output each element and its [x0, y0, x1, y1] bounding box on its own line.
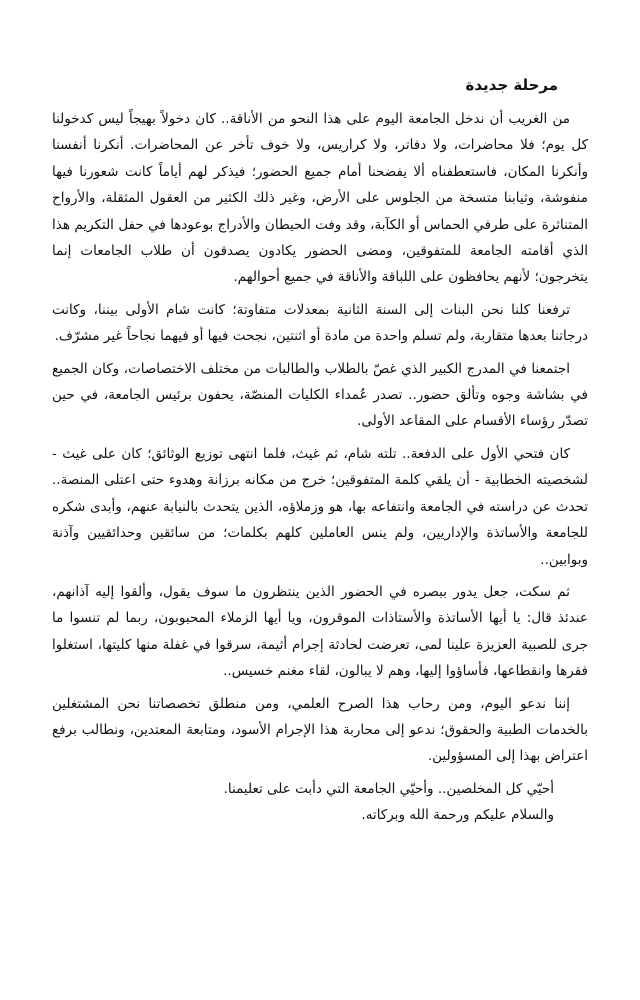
- paragraph-5: ثم سكت، جعل يدور ببصره في الحضور الذين ينتظرون ما سوف يقول، وألقوا إليه آذانهم، عندئذ قال: يا أيها الأساتذة والأستاذات الموقرون، ويا أيها الزملاء المحبوبون، ربما لم تنسوا ما جرى للصبية العزيزة علينا لمى، تعرضت لحادثة إجرام أثيمة، سرقوا في غفلة منها كليتها، استغلوا فقرها وانقطاعها، فأساؤوا إليها، وهم لا يبالون، لقاء مغنم خسيس..: [52, 583, 588, 680]
- paragraph-6: إننا ندعو اليوم، ومن رحاب هذا الصرح العلمي، ومن منطلق تخصصاتنا نحن المشتغلين بالخدمات الطبية والحقوق؛ ندعو إلى محاربة هذا الإجرام الأسود، ومتابعة المعتدين، ونطالب برفع اعتراض بهذا إلى المسؤولين.: [52, 695, 588, 765]
- paragraph-4: كان فتحي الأول على الدفعة.. تلته شام، ثم غيث، فلما انتهى توزيع الوثائق؛ كان على غيث - لشخصيته الخطابية - أن يلقي كلمة المتفوقين؛ خرج من مكانه برزانة وهدوء حتى اعتلى المنصة.. تحدث عن دراسته في الجامعة وانتفاعه بها، هو وزملاؤه، الذين يتحدث بالنيابة عنهم، وأبدى شكره للجامعة والأساتذة والإداريين، ولم ينس العاملين كلهم بكلمات؛ من سائقين وحدائقيين وآذنة وبوابين..: [52, 445, 588, 568]
- paragraph-1: من الغريب أن ندخل الجامعة اليوم على هذا النحو من الأناقة.. كان دخولاً بهيجاً ليس كدخولنا كل يوم؛ فلا محاضرات، ولا دفاتر، ولا كراريس، ولا خوف تأخر عن المحاضرات. أنكرنا أنفسنا وأنكرنا المكان، فاستعطفناه ألا يفضحنا أمام جميع الحضور؛ فيذكر لهم أياماً كانت شعورنا فيها منفوشة، وثيابنا متسخة من الجلوس على الأرض، وغير ذلك الكثير من العقول المثقلة، والأرواح المتناثرة على طرفي الحماس أو الكآبة، وقد وفت الحيطان والأدراج بوعودها في حفل التكريم هذا الذي أقامته الجامعة للمتفوقين، ومضى الحضور يكادون يصدقون أن طلاب الجامعات إنما يتخرجون؛ لأنهم يحافظون على اللباقة والأناقة في جميع أحوالهم.: [52, 111, 588, 286]
- paragraph-3: اجتمعنا في المدرج الكبير الذي غصّ بالطلاب والطالبات من مختلف الاختصاصات، وكان الجميع في بشاشة وجوه وتألق حضور.. تصدر عُمداء الكليات المنصّة، يحفون برئيس الجامعة، في حين تصدّر رؤساء الأقسام على المقاعد الأولى.: [52, 360, 588, 430]
- document-title: مرحلة جديدة: [465, 76, 558, 94]
- closing-greeting: أحيّي كل المخلصين.. وأحيّي الجامعة التي دأبت على تعليمنا.: [223, 780, 554, 797]
- paragraph-2: ترفعنا كلنا نحن البنات إلى السنة الثانية بمعدلات متفاوتة؛ كانت شام الأولى بيننا، وكانت درجاتنا بعدها متقاربة، ولم تسلم واحدة من مادة أو اثنتين، نجحت فيها أو فيهما نجاحاً غير مشرّف.: [52, 301, 588, 345]
- closing-salutation: والسلام عليكم ورحمة الله وبركاته.: [361, 806, 554, 823]
